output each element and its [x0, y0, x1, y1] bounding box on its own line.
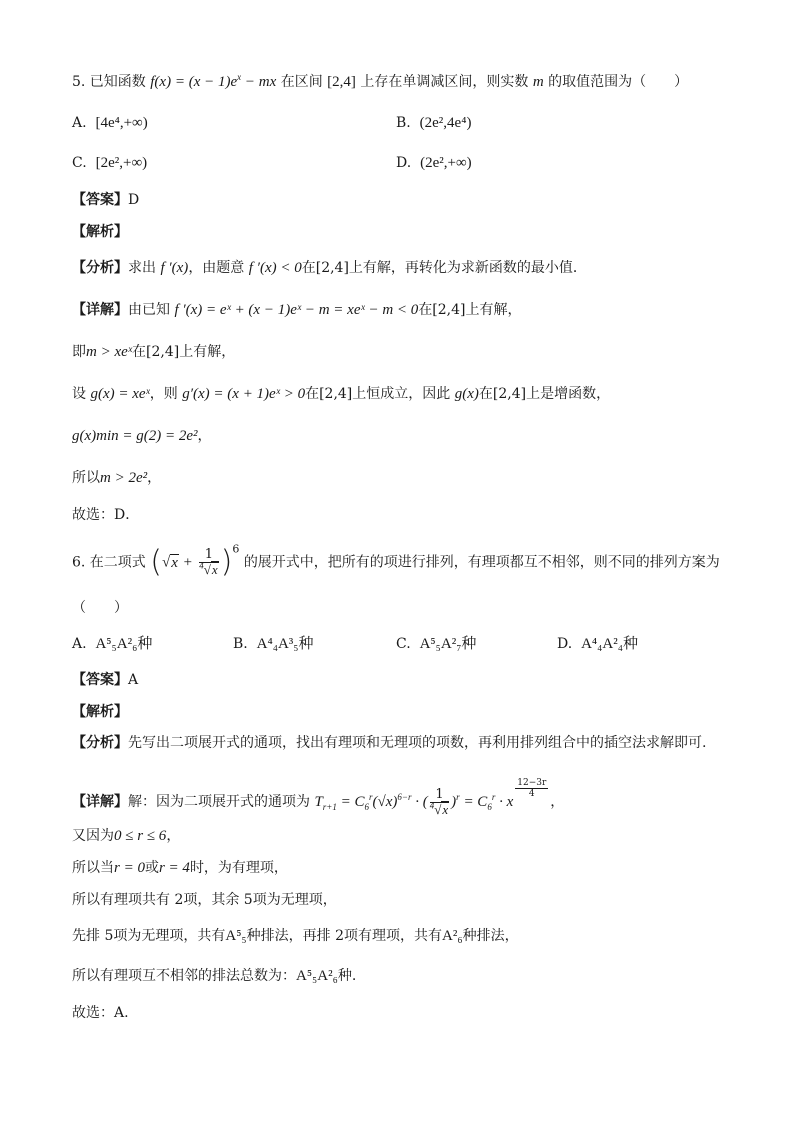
q6-exponent-fraction: $\frac{12-3r}{4}$: [517, 778, 547, 799]
q6-xiangjie-3: 所以当r = 0或r = 4时，为有理项，: [72, 860, 288, 876]
q5-stem-text: 上存在单调减区间，则实数: [360, 74, 529, 90]
q6-fraction: $\frac{1}{^4√x}$: [199, 547, 218, 577]
q5-var-m: m: [532, 74, 544, 90]
q5-choose: 故选：D．: [72, 507, 140, 523]
q6-term-fraction: $\frac{1}{^4√x}$: [429, 786, 449, 817]
q5-stem-suffix: 的取值范围为（ ）: [548, 74, 689, 90]
q5-option-d: D. (2e²,+∞): [396, 155, 472, 171]
q5-option-c: C. [2e²,+∞): [72, 155, 148, 171]
q6-xiangjie-5: 先排 5项为无理项，共有A⁵₅种排法，再排 2项有理项，共有A²₆种排法，: [72, 928, 519, 944]
q6-xiangjie-2: 又因为0 ≤ r ≤ 6，: [72, 828, 181, 844]
q5-option-b: B. (2e²,4e⁴): [396, 115, 472, 131]
q6-stem-paren: （ ）: [72, 600, 128, 616]
q6-choose: 故选：A.: [72, 1005, 129, 1021]
q6-xiangjie-1: 【详解】解：因为二项展开式的通项为 $T_{r+1} = C_6^r(√x)^{6-r}$ · ( $\frac{1}{^4√x}$ )$^r = C_6^r \cdot x$ $\frac{12-3r}{4}$ ，: [72, 778, 565, 817]
q6-answer: 【答案】A: [72, 672, 139, 688]
q6-xiangjie-4: 所以有理项共有 2项，其余 5项为无理项，: [72, 892, 337, 908]
q5-interval: [2,4]: [327, 74, 356, 90]
q5-fenxi: 【分析】求出 f ′(x)，由题意 f ′(x) < 0在[2,4]上有解，再转化为求新函数的最小值．: [72, 260, 587, 276]
q5-stem-prefix: 5. 已知函数: [72, 74, 146, 90]
q6-xiangjie-6: 所以有理项互不相邻的排法总数为：A⁵₅A²₆种.: [72, 968, 357, 984]
q5-analysis-heading: 【解析】: [72, 224, 128, 240]
q5-stem-interval-text: 在区间: [280, 74, 323, 90]
q5-xiangjie-1: 【详解】由已知 f ′(x) = eˣ + (x − 1)eˣ − m = xeˣ − m < 0在[2,4]上有解，: [72, 302, 522, 318]
q6-fenxi: 【分析】先写出二项展开式的通项，找出有理项和无理项的项数，再利用排列组合中的插空法求解即可.: [72, 735, 707, 751]
q5-xiangjie-5: 所以m > 2e²，: [72, 470, 162, 486]
q5-xiangjie-4: g(x)min = g(2) = 2e²，: [72, 428, 212, 444]
q6-option-c: C. A⁵₅A²₇种: [396, 636, 477, 652]
q5-stem: [72, 72, 688, 92]
q6-option-d: D. A⁴₄A²₄种: [557, 636, 638, 652]
q5-xiangjie-2: 即m > xeˣ在[2,4]上有解，: [72, 344, 236, 360]
q5-xiangjie-3: 设 g(x) = xeˣ，则 g′(x) = (x + 1)eˣ > 0在[2,4]上恒成立，因此 g(x)在[2,4]上是增函数，: [72, 386, 611, 402]
q5-function: $f(x) = (x - 1)e^x$ − mx: [150, 72, 277, 90]
q6-option-a: A. A⁵₅A²₆种: [72, 636, 153, 652]
q6-stem: 6. 在二项式 (√x + $\frac{1}{^4√x}$ )$^6$ 的展开式中，把所有的项进行排列，有理项都互不相邻，则不同的排列方案为: [72, 542, 720, 580]
q5-option-a: A. [4e⁴,+∞): [72, 115, 148, 131]
q5-answer: 【答案】D: [72, 192, 140, 208]
q6-option-b: B. A⁴₄A³₅种: [233, 636, 314, 652]
q6-analysis-heading: 【解析】: [72, 704, 128, 720]
